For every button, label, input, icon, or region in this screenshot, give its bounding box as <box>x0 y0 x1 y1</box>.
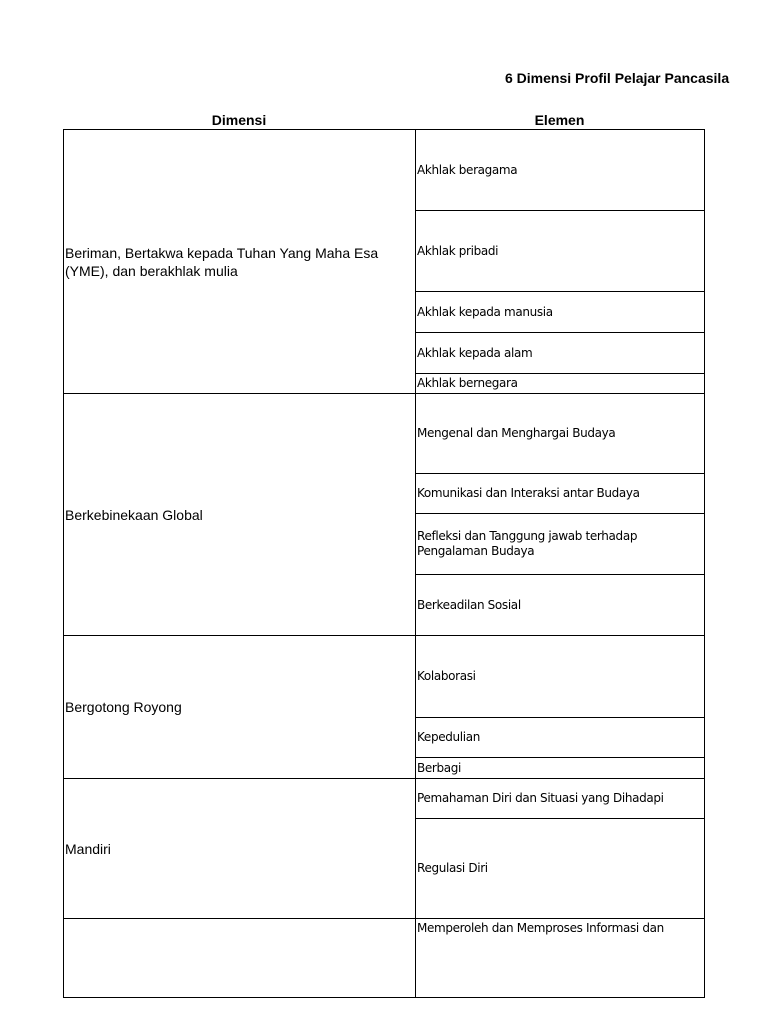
dimensi-cell <box>63 778 416 919</box>
elemen-text: Akhlak kepada manusia <box>417 304 553 319</box>
elemen-text: Kepedulian <box>417 730 481 744</box>
elemen-text: Kolaborasi <box>417 669 476 683</box>
dimensi-text: Beriman, Bertakwa kepada Tuhan Yang Maha Esa (YME), dan berakhlak mulia <box>65 244 379 279</box>
elemen-cell <box>415 332 705 374</box>
dimensi-text: Bergotong Royong <box>65 699 182 715</box>
elemen-cell <box>415 818 705 919</box>
elemen-text: Pemahaman Diri dan Situasi yang Dihadapi <box>417 791 664 805</box>
elemen-text: Akhlak bernegara <box>417 376 518 390</box>
dimensi-cell <box>63 129 416 394</box>
elemen-text: Regulasi Diri <box>417 861 488 875</box>
elemen-cell <box>415 129 705 211</box>
elemen-text: Akhlak pribadi <box>417 243 499 258</box>
elemen-cell <box>415 473 705 514</box>
dimensi-cell <box>63 635 416 779</box>
elemen-text: Berbagi <box>417 760 462 775</box>
elemen-cell <box>415 393 705 474</box>
elemen-text: Memperoleh dan Memproses Informasi dan <box>417 921 664 935</box>
elemen-text: Refleksi dan Tanggung jawab terhadap Pengalaman Budaya <box>417 529 638 558</box>
elemen-cell <box>415 373 705 394</box>
dimensi-cell <box>63 393 416 636</box>
elemen-cell <box>415 717 705 758</box>
elemen-cell <box>415 757 705 779</box>
dimensi-text: Berkebinekaan Global <box>65 506 203 523</box>
dimensi-text: Mandiri <box>65 840 111 857</box>
elemen-cell <box>415 635 705 718</box>
dimensi-cell <box>63 918 416 998</box>
elemen-text: Mengenal dan Menghargai Budaya <box>417 426 616 440</box>
page-title: 6 Dimensi Profil Pelajar Pancasila <box>505 70 730 86</box>
elemen-text: Akhlak kepada alam <box>417 345 533 360</box>
header-dimensi: Dimensi <box>211 112 267 128</box>
elemen-cell <box>415 513 705 575</box>
elemen-cell <box>415 918 705 998</box>
elemen-text: Komunikasi dan Interaksi antar Budaya <box>417 486 640 500</box>
elemen-cell <box>415 210 705 292</box>
elemen-cell <box>415 574 705 636</box>
elemen-text: Berkeadilan Sosial <box>417 597 521 612</box>
elemen-cell <box>415 291 705 333</box>
header-elemen: Elemen <box>534 112 585 128</box>
elemen-cell <box>415 778 705 819</box>
elemen-text: Akhlak beragama <box>417 162 518 177</box>
